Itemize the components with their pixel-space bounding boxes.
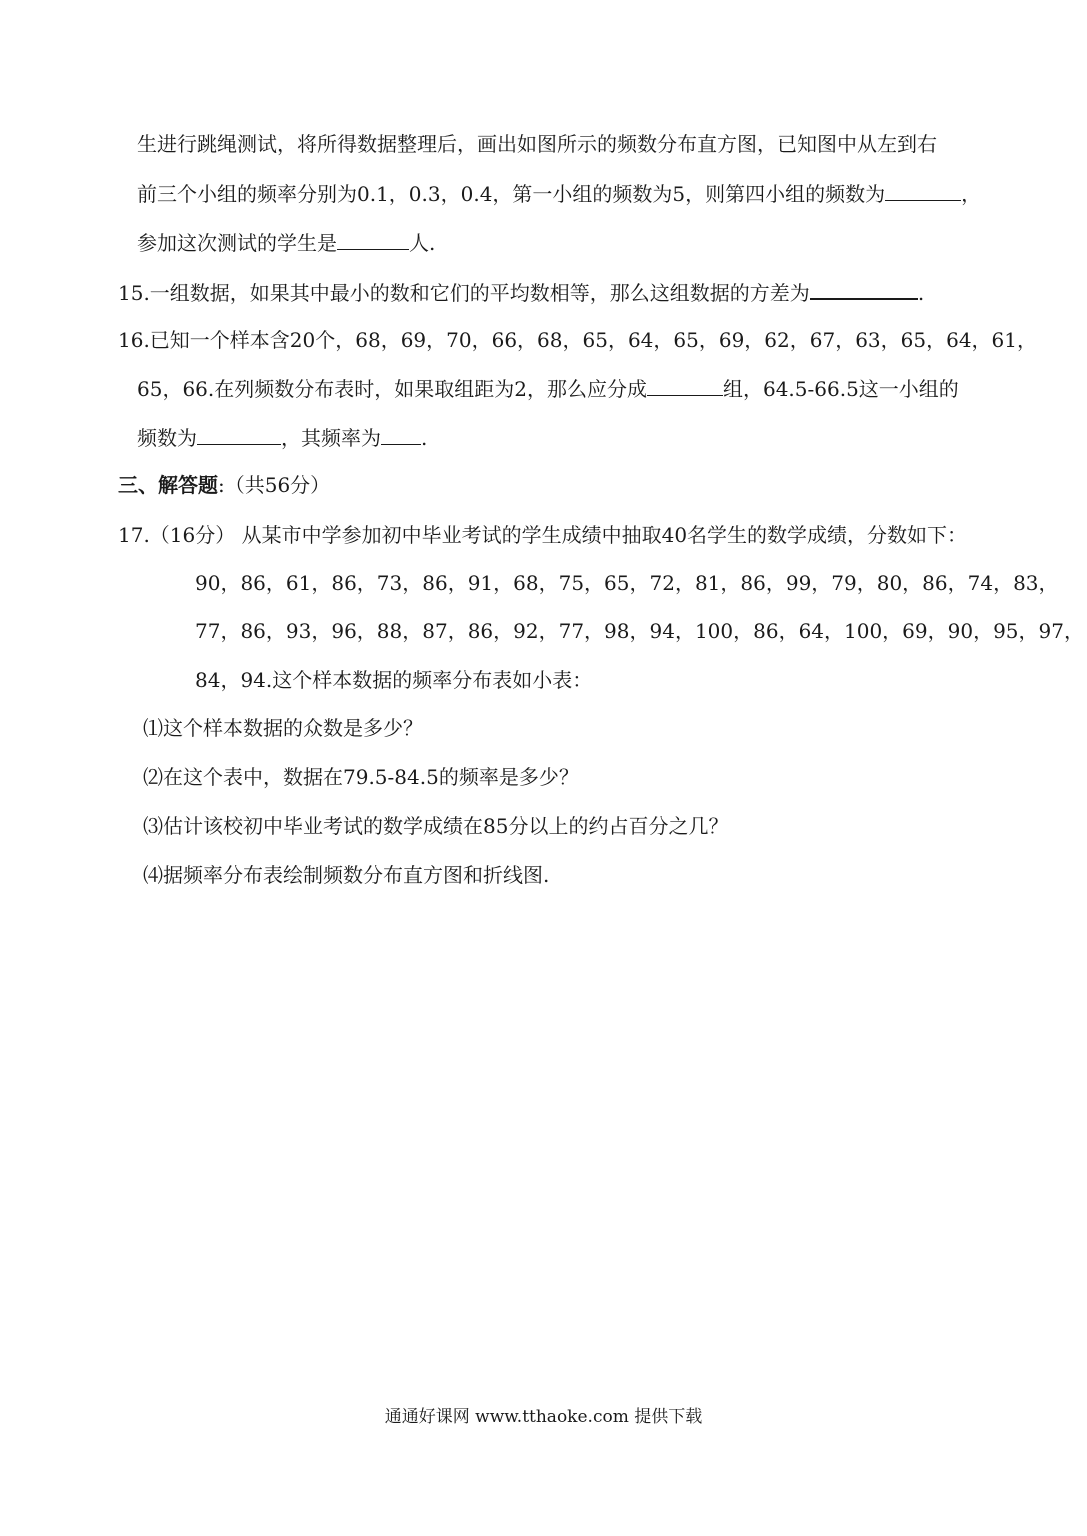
q17-sub-text-4: ⑷据频率分布表绘制频数分布直方图和折线图. (143, 863, 550, 887)
q14-text-2-end: ， (961, 182, 982, 206)
q15-text: 15.一组数据，如果其中最小的数和它们的平均数相等，那么这组数据的方差为 (118, 281, 810, 305)
q14-text-3b: 人. (409, 231, 436, 255)
q17-sub-text-2: ⑵在这个表中，数据在79.5-84.5的频率是多少？ (143, 765, 579, 789)
q16-text-3b: ，其频率为 (281, 426, 381, 450)
q17-sub-question-3 (143, 811, 728, 841)
q16-line-2 (137, 373, 959, 403)
q17-sub-text-3: ⑶估计该校初中毕业考试的数学成绩在85分以上的约占百分之几？ (143, 814, 729, 838)
q16-line-3 (137, 422, 427, 452)
page-footer: 通通好课网 www.tthaoke.com 提供下载 (384, 1407, 703, 1427)
q16-text-3a: 频数为 (137, 426, 197, 450)
q17-sub-question-2 (143, 762, 579, 792)
q16-text-2a: 65，66.在列频数分布表时，如果取组距为2，那么应分成 (137, 377, 647, 401)
q14-text-2: 前三个小组的频率分别为0.1，0.3，0.4，第一小组的频数为5，则第四小组的频数为 (137, 182, 886, 206)
section-3-heading (118, 470, 330, 500)
q16-answer-blank-2[interactable] (197, 422, 281, 445)
q14-line-3 (137, 227, 435, 257)
q17-sub-text-1: ⑴这个样本数据的众数是多少？ (143, 716, 423, 740)
section-3-title: 三、解答题 (118, 473, 218, 497)
q15-answer-blank[interactable] (810, 276, 918, 300)
q17-data-line-3 (195, 665, 592, 695)
q14-answer-blank-1[interactable] (885, 178, 961, 201)
section-3-points: :（共56分） (218, 473, 331, 497)
q17-data-line-1 (195, 568, 1059, 598)
q15-line (118, 276, 924, 306)
q17-data-line-2 (195, 616, 1084, 646)
q14-answer-blank-2[interactable] (337, 227, 409, 250)
q17-sub-question-1 (143, 713, 423, 743)
q15-end: . (917, 281, 925, 305)
q17-data-text-2: 77，86，93，96，88，87，86，92，77，98，94，100，86，64，100，69，90，95，97， (195, 619, 1084, 643)
q17-sub-question-4 (143, 860, 549, 890)
q17-header-text: 17.（16分） 从某市中学参加初中毕业考试的学生成绩中抽取40名学生的数学成绩，分数如下： (118, 523, 968, 547)
q14-line-2 (137, 178, 981, 208)
q16-text-2b: 组，64.5-66.5这一小组的 (722, 377, 959, 401)
q17-data-text-1: 90，86，61，86，73，86，91，68，75，65，72，81，86，99，79，80，86，74，83， (195, 571, 1059, 595)
q17-data-text-3: 84，94.这个样本数据的频率分布表如小表： (195, 668, 593, 692)
q14-line-1 (137, 129, 937, 159)
q14-text-3a: 参加这次测试的学生是 (137, 231, 337, 255)
q16-answer-blank-3[interactable] (381, 422, 421, 445)
q16-text-3c: . (421, 426, 428, 450)
q16-text-1: 16.已知一个样本含20个，68，69，70，66，68，65，64，65，69，62，67，63，65，64，61， (118, 328, 1037, 352)
q17-header (118, 520, 967, 550)
q16-answer-blank-1[interactable] (647, 373, 723, 396)
q16-line-1 (118, 325, 1037, 355)
q14-text-1: 生进行跳绳测试，将所得数据整理后，画出如图所示的频数分布直方图，已知图中从左到右 (137, 132, 937, 156)
